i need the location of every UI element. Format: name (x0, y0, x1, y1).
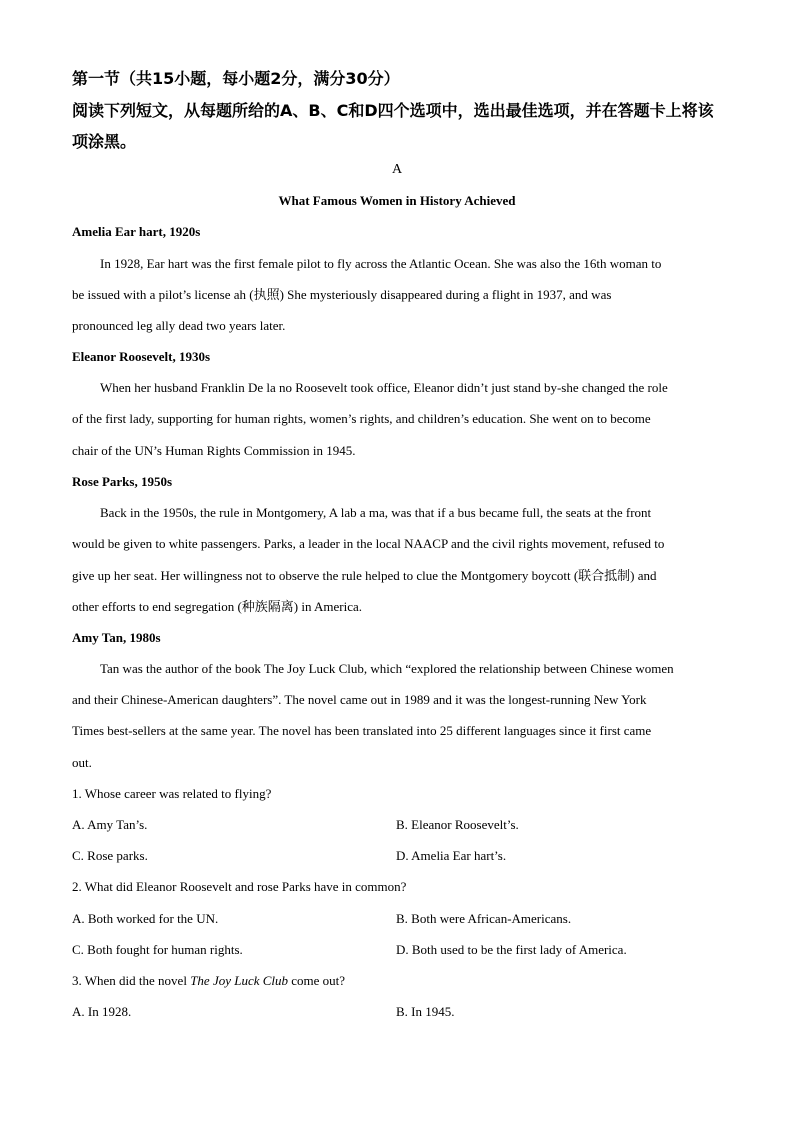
answer-option[interactable]: B. Both were African-Americans. (396, 911, 572, 926)
paragraph-line: Tan was the author of the book The Joy Luck Club, which “explored the relationship between Chinese women (100, 661, 674, 676)
question-stem (72, 973, 345, 989)
book-title: The Joy Luck Club (190, 973, 289, 988)
answer-option[interactable]: C. Rose parks. (72, 848, 148, 863)
section-heading-tan: Amy Tan, 1980s (72, 630, 161, 645)
section-heading-roosevelt: Eleanor Roosevelt, 1930s (72, 349, 211, 364)
passage-title: What Famous Women in History Achieved (278, 193, 516, 208)
answer-option[interactable]: C. Both fought for human rights. (72, 942, 243, 957)
question-stem-text: 3. When did the novel (72, 973, 191, 988)
paragraph-line: Times best-sellers at the same year. The novel has been translated into 25 different languages since it first came (72, 723, 652, 738)
section-heading: 第一节（共15小题，每小题2分，满分30分） (72, 69, 400, 88)
paragraph-line: out. (72, 755, 92, 770)
instructions-line-1: 阅读下列短文，从每题所给的A、B、C和D四个选项中，选出最佳选项，并在答题卡上将该 (72, 101, 714, 120)
paragraph-line: other efforts to end segregation (种族隔离) in America. (72, 599, 363, 614)
answer-option[interactable]: B. Eleanor Roosevelt’s. (396, 817, 519, 832)
section-heading-earhart: Amelia Ear hart, 1920s (72, 224, 201, 239)
instructions-line-2: 项涂黑。 (72, 132, 137, 151)
paragraph-line: of the first lady, supporting for human rights, women’s rights, and children’s education. She went on to become (72, 411, 651, 426)
question-stem-text: come out? (288, 973, 346, 988)
paragraph-line: chair of the UN’s Human Rights Commission in 1945. (72, 443, 356, 458)
question-stem: 2. What did Eleanor Roosevelt and rose Parks have in common? (72, 879, 407, 894)
paragraph-line: give up her seat. Her willingness not to observe the rule helped to clue the Montgomery boycott (联合抵制) and (72, 568, 657, 583)
paragraph-line: pronounced leg ally dead two years later. (72, 318, 286, 333)
answer-option[interactable]: D. Amelia Ear hart’s. (396, 848, 507, 863)
answer-option[interactable]: D. Both used to be the first lady of America. (396, 942, 627, 957)
answer-option[interactable]: B. In 1945. (396, 1004, 455, 1019)
paragraph-line: Back in the 1950s, the rule in Montgomery, A lab a ma, was that if a bus became full, the seats at the front (100, 505, 652, 520)
paragraph-line: would be given to white passengers. Parks, a leader in the local NAACP and the civil rights movement, refused to (72, 536, 665, 551)
passage-letter: A (391, 162, 403, 177)
paragraph-line: be issued with a pilot’s license ah (执照) She mysteriously disappeared during a flight in 1937, and was (72, 287, 612, 302)
answer-option[interactable]: A. Amy Tan’s. (72, 817, 148, 832)
question-stem: 1. Whose career was related to flying? (72, 786, 272, 801)
section-heading-parks: Rose Parks, 1950s (72, 474, 173, 489)
paragraph-line: When her husband Franklin De la no Roosevelt took office, Eleanor didn’t just stand by-she changed the role (100, 380, 668, 395)
answer-option[interactable]: A. Both worked for the UN. (72, 911, 219, 926)
paragraph-line: and their Chinese-American daughters”. The novel came out in 1989 and it was the longest-running New York (72, 692, 647, 707)
answer-option[interactable]: A. In 1928. (72, 1004, 132, 1019)
paragraph-line: In 1928, Ear hart was the first female pilot to fly across the Atlantic Ocean. She was also the 16th woman to (100, 256, 662, 271)
